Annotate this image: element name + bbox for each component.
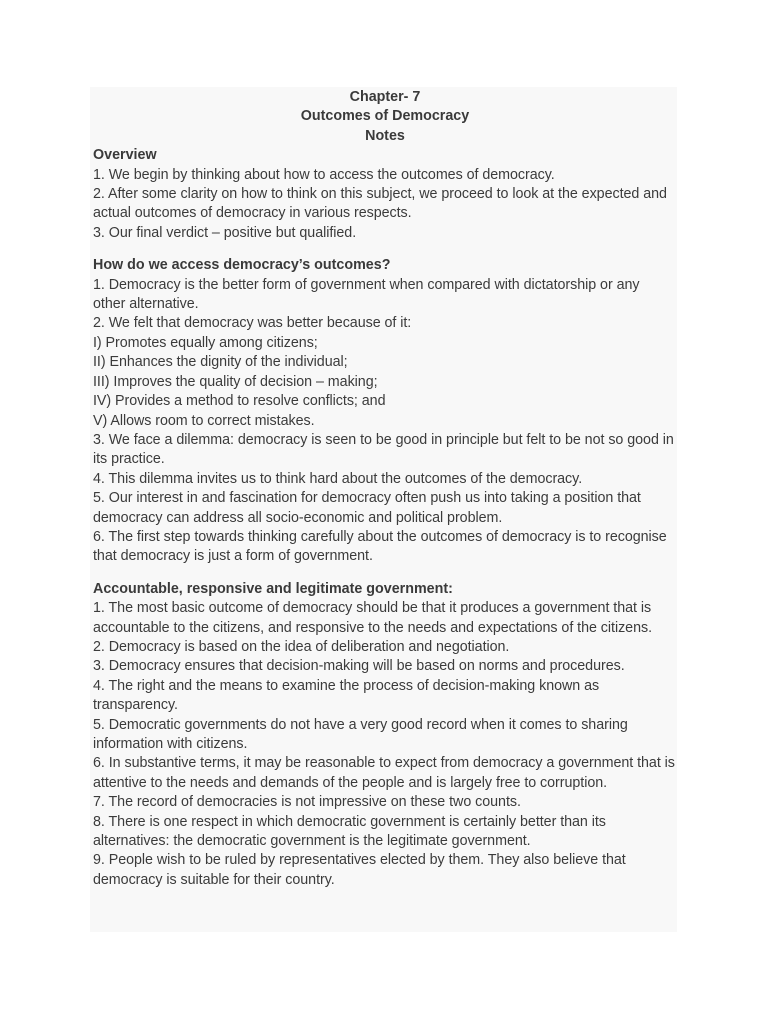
list-item: III) Improves the quality of decision – making; bbox=[93, 373, 378, 390]
chapter-title: Outcomes of Democracy bbox=[300, 108, 470, 125]
document-header bbox=[93, 88, 677, 146]
list-item: 2. We felt that democracy was better because of it: bbox=[93, 315, 412, 332]
list-item: 1. The most basic outcome of democracy should be that it produces a government that is accountable to the citizens, and responsive to the needs and expectations of the citizens. bbox=[93, 600, 652, 636]
list-item: 9. People wish to be ruled by representatives elected by them. They also believe that democracy is suitable for their country. bbox=[93, 852, 626, 888]
list-item: IV) Provides a method to resolve conflicts; and bbox=[93, 393, 386, 410]
list-item: 6. In substantive terms, it may be reasonable to expect from democracy a government that is attentive to the needs and demands of the people and is largely free to corruption. bbox=[93, 755, 675, 791]
section-heading: How do we access democracy’s outcomes? bbox=[93, 257, 391, 274]
section-heading: Accountable, responsive and legitimate government: bbox=[93, 580, 453, 597]
list-item: 2. Democracy is based on the idea of deliberation and negotiation. bbox=[93, 638, 510, 655]
list-item: 3. Our final verdict – positive but qualified. bbox=[93, 224, 357, 241]
section-accountable-government bbox=[93, 580, 677, 891]
list-item: 4. This dilemma invites us to think hard about the outcomes of the democracy. bbox=[93, 470, 583, 487]
list-item: 3. We face a dilemma: democracy is seen to be good in principle but felt to be not so good in its practice. bbox=[93, 431, 674, 468]
section-access-outcomes bbox=[93, 256, 677, 567]
list-item: 1. Democracy is the better form of government when compared with dictatorship or any other alternative. bbox=[93, 276, 640, 313]
section-heading: Overview bbox=[93, 147, 157, 164]
list-item: 5. Democratic governments do not have a very good record when it comes to sharing information with citizens. bbox=[93, 716, 628, 752]
list-item: 2. After some clarity on how to think on this subject, we proceed to look at the expected and actual outcomes of democracy in various respects. bbox=[93, 186, 667, 222]
list-item: 6. The first step towards thinking carefully about the outcomes of democracy is to recognise that democracy is just a form of government. bbox=[93, 528, 667, 565]
list-item: 1. We begin by thinking about how to access the outcomes of democracy. bbox=[93, 166, 555, 183]
list-item: V) Allows room to correct mistakes. bbox=[93, 412, 315, 429]
notes-label: Notes bbox=[365, 127, 405, 144]
list-item: 5. Our interest in and fascination for democracy often push us into taking a position that democracy can address all socio-economic and political problem. bbox=[93, 490, 641, 526]
list-item: 8. There is one respect in which democratic government is certainly better than its alternatives: the democratic government is the legitimate government. bbox=[93, 813, 606, 850]
list-item: II) Enhances the dignity of the individual; bbox=[93, 354, 348, 371]
list-item: I) Promotes equally among citizens; bbox=[93, 334, 318, 351]
list-item: 3. Democracy ensures that decision-making will be based on norms and procedures. bbox=[93, 658, 625, 675]
list-item: 7. The record of democracies is not impressive on these two counts. bbox=[93, 794, 521, 811]
chapter-label: Chapter- 7 bbox=[349, 89, 421, 105]
list-item: 4. The right and the means to examine the process of decision-making known as transparency. bbox=[93, 677, 600, 714]
section-overview bbox=[93, 146, 677, 243]
document-page bbox=[90, 87, 677, 932]
